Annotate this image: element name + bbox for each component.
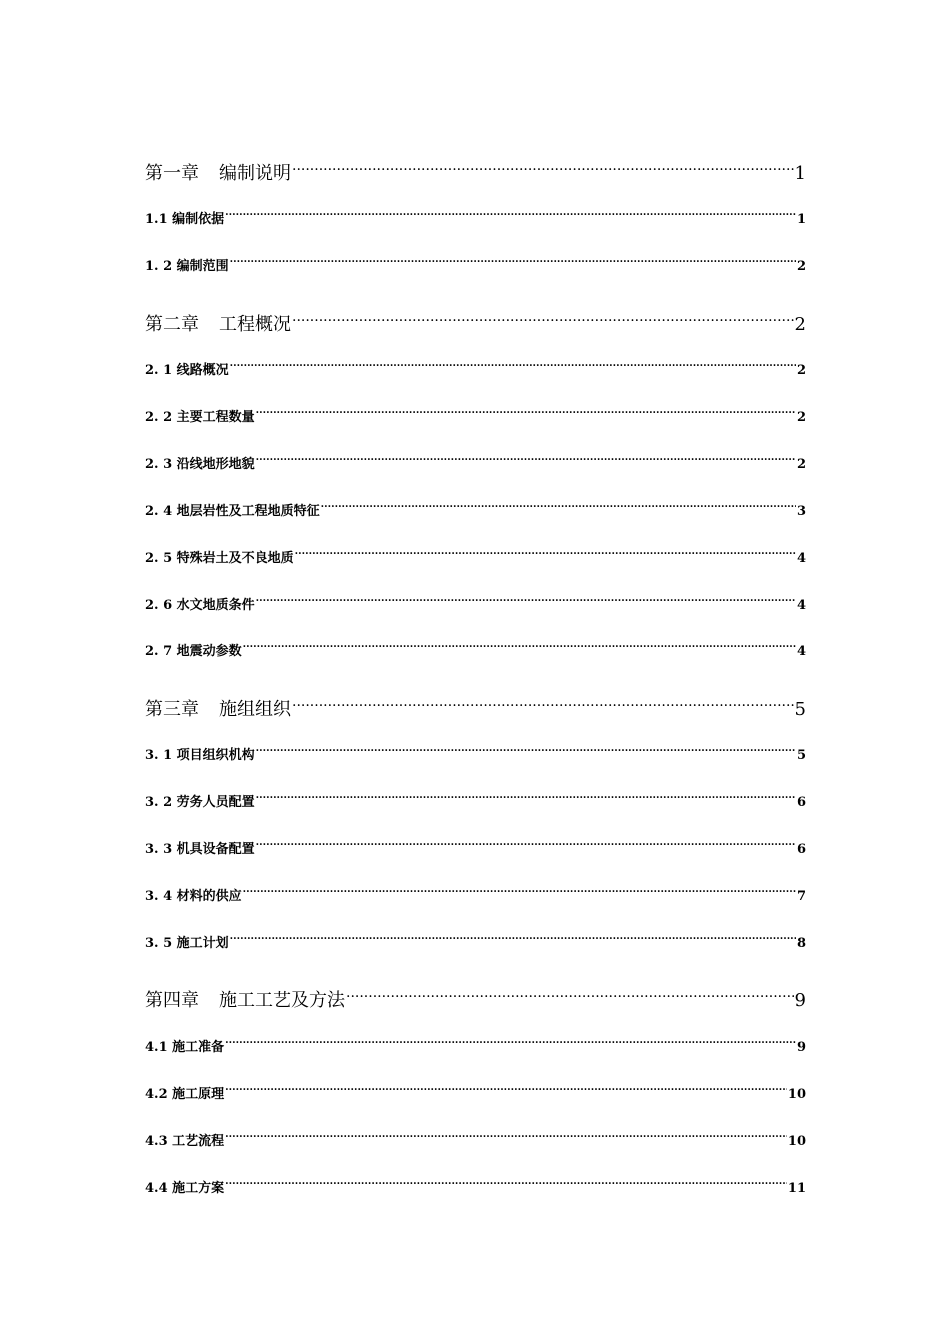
toc-page-number: 9 xyxy=(794,990,806,1011)
toc-section-label: 3. 1 项目组织机构 xyxy=(145,748,255,763)
toc-chapter-label: 第三章 施组组织 xyxy=(145,699,291,720)
toc-page-number: 8 xyxy=(796,936,806,951)
dot-leader xyxy=(243,880,796,900)
dot-leader xyxy=(292,689,794,715)
toc-page-number: 2 xyxy=(794,314,806,335)
toc-page-number: 2 xyxy=(796,457,806,472)
toc-page-number: 9 xyxy=(796,1040,806,1055)
toc-page-number: 1 xyxy=(794,163,806,184)
toc-section-4-3[interactable] xyxy=(145,1125,806,1149)
toc-section-4-1[interactable] xyxy=(145,1031,806,1055)
toc-section-3-2[interactable] xyxy=(145,786,806,810)
dot-leader xyxy=(225,1031,796,1051)
toc-section-label: 2. 5 特殊岩土及不良地质 xyxy=(145,551,294,566)
toc-section-label: 2. 4 地层岩性及工程地质特征 xyxy=(145,504,320,519)
dot-leader xyxy=(292,153,794,179)
toc-page-number: 2 xyxy=(796,410,806,425)
dot-leader xyxy=(292,304,794,330)
toc-page-number: 7 xyxy=(796,889,806,904)
toc-chapter-label: 第二章 工程概况 xyxy=(145,314,291,335)
toc-section-label: 3. 4 材料的供应 xyxy=(145,889,242,904)
toc-section-3-1[interactable] xyxy=(145,739,806,763)
toc-section-label: 4.2 施工原理 xyxy=(145,1087,225,1102)
toc-section-label: 2. 1 线路概况 xyxy=(145,363,229,378)
toc-chapter-label: 第四章 施工工艺及方法 xyxy=(145,990,345,1011)
toc-section-label: 2. 6 水文地质条件 xyxy=(145,598,255,613)
toc-page-number: 3 xyxy=(796,504,806,519)
toc-section-label: 4.1 施工准备 xyxy=(145,1040,225,1055)
toc-section-3-5[interactable] xyxy=(145,927,806,951)
toc-section-3-4[interactable] xyxy=(145,880,806,904)
dot-leader xyxy=(225,203,796,223)
dot-leader xyxy=(243,635,796,655)
toc-page-number: 5 xyxy=(796,748,806,763)
toc-section-label: 3. 5 施工计划 xyxy=(145,936,229,951)
toc-page-number: 11 xyxy=(787,1181,806,1196)
toc-section-2-4[interactable] xyxy=(145,495,806,519)
toc-page-number: 10 xyxy=(787,1134,806,1149)
toc-page-number: 4 xyxy=(796,551,806,566)
toc-page-number: 4 xyxy=(796,644,806,659)
dot-leader xyxy=(321,495,796,515)
toc-section-label: 1.1 编制依据 xyxy=(145,212,225,227)
toc-page-number: 2 xyxy=(796,259,806,274)
toc-section-label: 2. 3 沿线地形地貌 xyxy=(145,457,255,472)
toc-section-2-3[interactable] xyxy=(145,448,806,472)
toc-section-1-1[interactable] xyxy=(145,203,806,227)
toc-page-number: 2 xyxy=(796,363,806,378)
toc-section-label: 2. 7 地震动参数 xyxy=(145,644,242,659)
toc-chapter-4[interactable] xyxy=(145,980,806,1011)
dot-leader xyxy=(230,354,796,374)
toc-page-number: 4 xyxy=(796,598,806,613)
dot-leader xyxy=(346,980,794,1006)
toc-section-label: 4.3 工艺流程 xyxy=(145,1134,225,1149)
dot-leader xyxy=(256,739,796,759)
toc-section-label: 2. 2 主要工程数量 xyxy=(145,410,255,425)
toc-page-number: 6 xyxy=(796,795,806,810)
toc-chapter-1[interactable] xyxy=(145,153,806,184)
toc-section-4-2[interactable] xyxy=(145,1078,806,1102)
dot-leader xyxy=(256,833,796,853)
toc-section-1-2[interactable] xyxy=(145,250,806,274)
toc-section-label: 3. 3 机具设备配置 xyxy=(145,842,255,857)
toc-section-label: 3. 2 劳务人员配置 xyxy=(145,795,255,810)
toc-section-2-6[interactable] xyxy=(145,589,806,613)
dot-leader xyxy=(230,927,796,947)
toc-section-4-4[interactable] xyxy=(145,1172,806,1196)
toc-section-label: 4.4 施工方案 xyxy=(145,1181,225,1196)
dot-leader xyxy=(256,589,796,609)
dot-leader xyxy=(230,250,796,270)
toc-section-3-3[interactable] xyxy=(145,833,806,857)
toc-page-number: 5 xyxy=(794,699,806,720)
dot-leader xyxy=(225,1078,787,1098)
dot-leader xyxy=(256,401,796,421)
dot-leader xyxy=(225,1125,787,1145)
toc-chapter-label: 第一章 编制说明 xyxy=(145,163,291,184)
toc-chapter-3[interactable] xyxy=(145,689,806,720)
toc-chapter-2[interactable] xyxy=(145,304,806,335)
dot-leader xyxy=(295,542,796,562)
toc-section-2-7[interactable] xyxy=(145,635,806,659)
toc-section-2-2[interactable] xyxy=(145,401,806,425)
toc-section-label: 1. 2 编制范围 xyxy=(145,259,229,274)
toc-page-number: 10 xyxy=(787,1087,806,1102)
dot-leader xyxy=(256,448,796,468)
dot-leader xyxy=(256,786,796,806)
toc-section-2-1[interactable] xyxy=(145,354,806,378)
toc-section-2-5[interactable] xyxy=(145,542,806,566)
toc-page-number: 1 xyxy=(796,212,806,227)
dot-leader xyxy=(225,1172,787,1192)
toc-page-number: 6 xyxy=(796,842,806,857)
